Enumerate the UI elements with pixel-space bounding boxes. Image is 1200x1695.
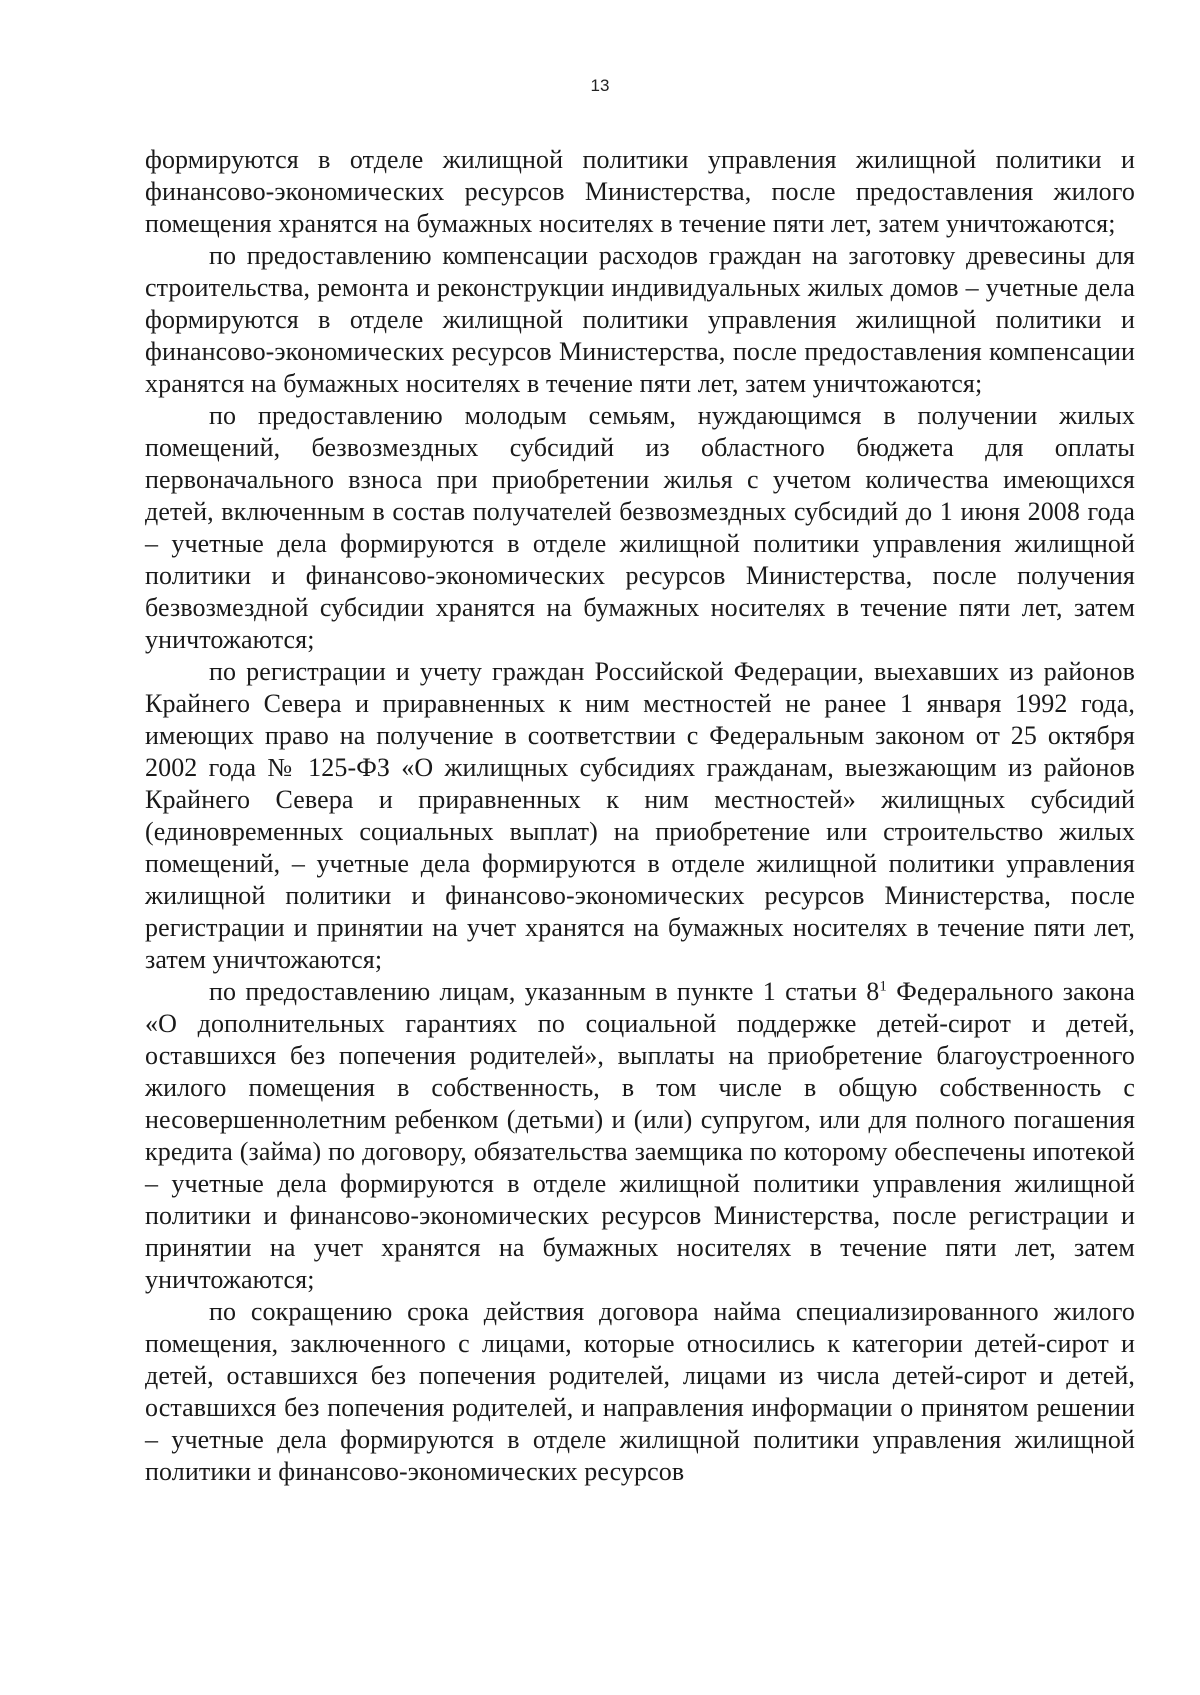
- page-number: 13: [590, 76, 610, 95]
- paragraph-far-north-registration: по регистрации и учету граждан Российской Федерации, выехавших из районов Крайнего Севера и приравненных к ним местностей не ранее 1 января 1992 года, имеющих право на получение в соответствии с Федеральным законом от 25 октября 2002 года № 125-ФЗ «О жилищных субсидиях гражданам, выезжающим из районов Крайнего Севера и приравненных к ним местностей» жилищных субсидий (единовременных социальных выплат) на приобретение или строительство жилых помещений, – учетные дела формируются в отделе жилищной политики управления жилищной политики и финансово-экономических ресурсов Министерства, после регистрации и принятии на учет хранятся на бумажных носителях в течение пяти лет, затем уничтожаются;: [145, 657, 1135, 974]
- paragraph-lease-reduction: по сокращению срока действия договора найма специализированного жилого помещения, заключенного с лицами, которые относились к категории детей-сирот и детей, оставшихся без попечения родителей, лицами из числа детей-сирот и детей, оставшихся без попечения родителей, и направления информации о принятом решении – учетные дела формируются в отделе жилищной политики управления жилищной политики и финансово-экономических ресурсов: [145, 1297, 1135, 1486]
- paragraph-orphans-text-end: Федерального закона «О дополнительных гарантиях по социальной поддержке детей-сирот и детей, оставшихся без попечения родителей», выплаты на приобретение благоустроенного жилого помещения в собственность, в том числе в общую собственность с несовершеннолетним ребенком (детьми) и (или) супругом, или для полного погашения кредита (займа) по договору, обязательства заемщика по которому обеспечены ипотекой – учетные дела формируются в отделе жилищной политики управления жилищной политики и финансово-экономических ресурсов Министерства, после регистрации и принятии на учет хранятся на бумажных носителях в течение пяти лет, затем уничтожаются;: [145, 977, 1135, 1294]
- article-superscript: 1: [879, 978, 887, 995]
- paragraph-orphans-housing-payment: [145, 976, 1135, 1296]
- document-body: [145, 144, 1135, 1488]
- paragraph-orphans-text-start: по предоставлению лицам, указанным в пункте 1 статьи 8: [209, 977, 880, 1006]
- paragraph-continuation: формируются в отделе жилищной политики управления жилищной политики и финансово-экономических ресурсов Министерства, после предоставления жилого помещения хранятся на бумажных носителях в течение пяти лет, затем уничтожаются;: [145, 145, 1135, 238]
- paragraph-wood-compensation: по предоставлению компенсации расходов граждан на заготовку древесины для строительства, ремонта и реконструкции индивидуальных жилых домов – учетные дела формируются в отделе жилищной политики управления жилищной политики и финансово-экономических ресурсов Министерства, после предоставления компенсации хранятся на бумажных носителях в течение пяти лет, затем уничтожаются;: [145, 241, 1135, 398]
- paragraph-young-families-subsidy: по предоставлению молодым семьям, нуждающимся в получении жилых помещений, безвозмездных субсидий из областного бюджета для оплаты первоначального взноса при приобретении жилья с учетом количества имеющихся детей, включенным в состав получателей безвозмездных субсидий до 1 июня 2008 года – учетные дела формируются в отделе жилищной политики управления жилищной политики и финансово-экономических ресурсов Министерства, после получения безвозмездной субсидии хранятся на бумажных носителях в течение пяти лет, затем уничтожаются;: [145, 401, 1135, 654]
